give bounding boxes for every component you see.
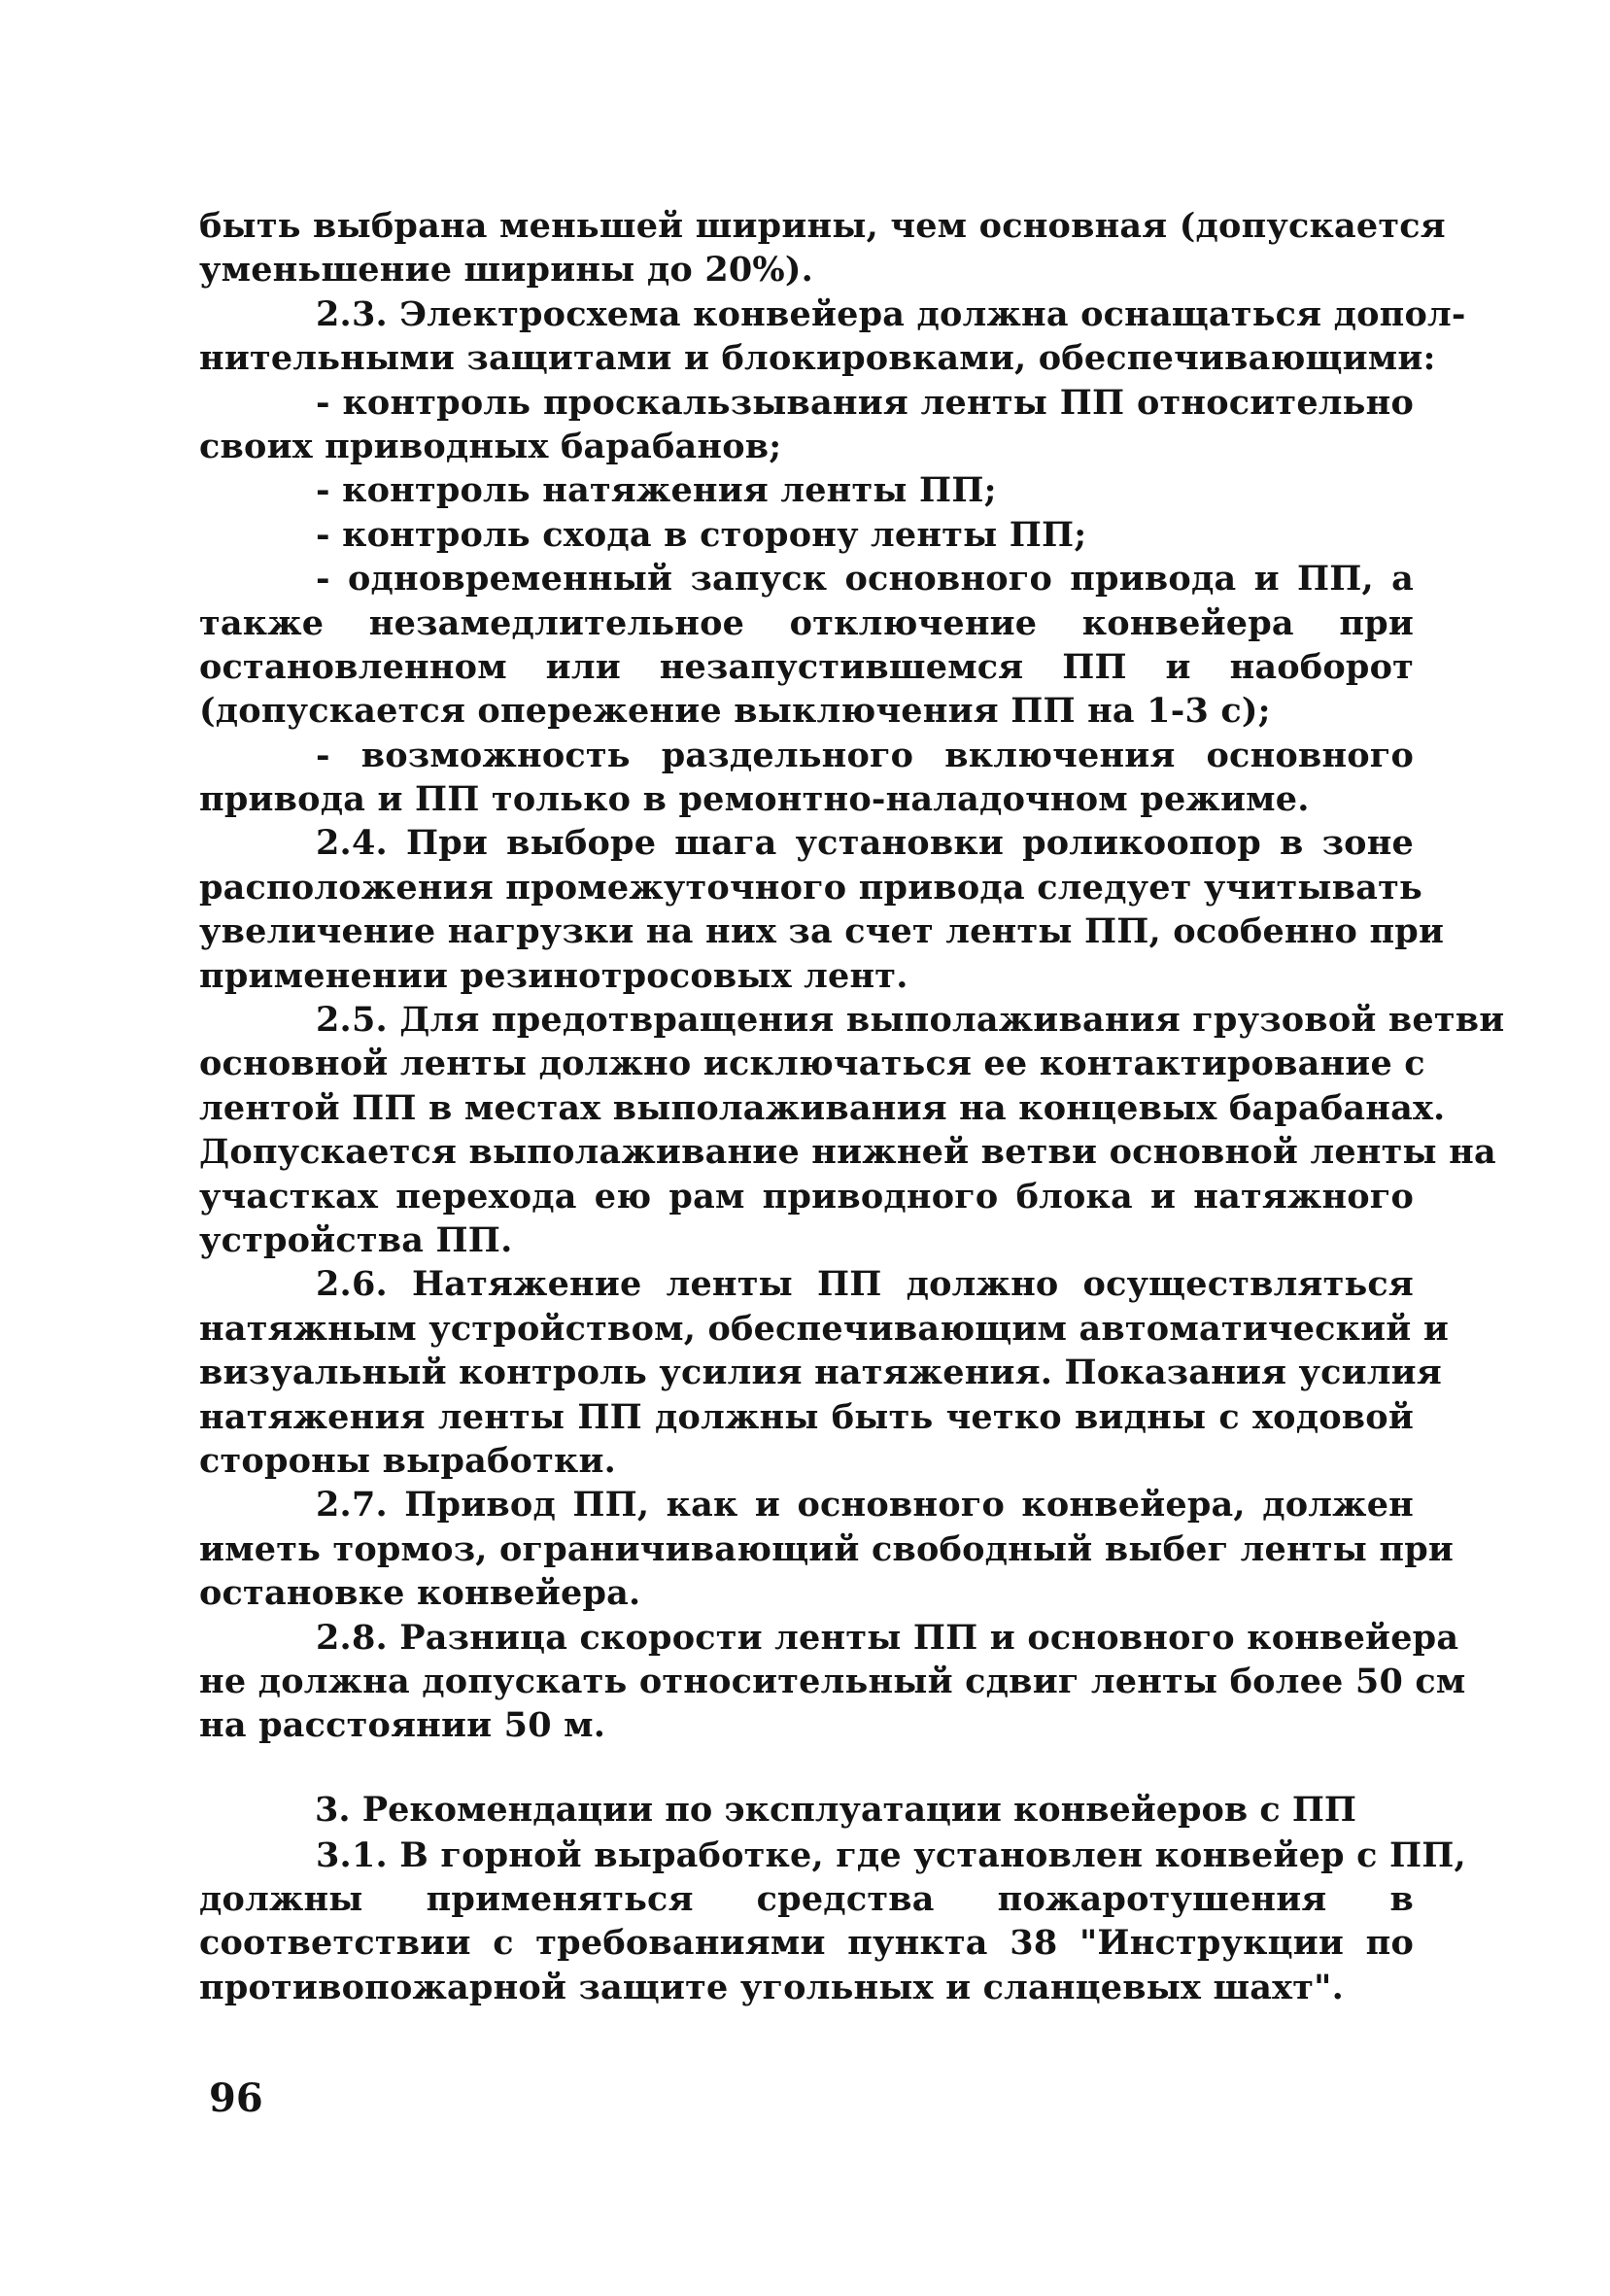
text-line: противопожарной защите угольных и сланцевых шахт". (199, 1967, 1344, 2007)
text-line: - контроль схода в сторону ленты ПП; (316, 514, 1087, 555)
text-line: натяжным устройством, обеспечивающим автоматический и (199, 1308, 1450, 1349)
page-text (199, 204, 1505, 2009)
text-line: 2.3. Электросхема конвейера должна оснащаться допол- (316, 293, 1466, 334)
text-line: остановленном или незапустившемся ПП и наоборот (199, 646, 1414, 687)
text-line: не должна допускать относительный сдвиг ленты более 50 см (199, 1661, 1466, 1701)
text-line: 2.5. Для предотвращения выполаживания грузовой ветви (316, 1000, 1505, 1041)
text-line: увеличение нагрузки на них за счет ленты ПП, особенно при (199, 911, 1445, 952)
text-line: Допускается выполаживание нижней ветви основной ленты на (199, 1132, 1496, 1173)
text-line: нительными защитами и блокировками, обеспечивающими: (199, 338, 1436, 379)
text-line: лентой ПП в местах выполаживания на концевых барабанах. (199, 1087, 1446, 1128)
text-line: - возможность раздельного включения основного (316, 735, 1414, 775)
text-line: уменьшение ширины до 20%). (199, 250, 814, 291)
text-line: 2.6. Натяжение ленты ПП должно осуществляться (316, 1264, 1414, 1305)
heading-gap (199, 1748, 1414, 1787)
text-line: иметь тормоз, ограничивающий свободный выбег ленты при (199, 1528, 1455, 1569)
text-line: основной ленты должно исключаться ее контактирование с (199, 1044, 1425, 1084)
text-line: натяжения ленты ПП должны быть четко видны с ходовой (199, 1396, 1414, 1437)
text-line: стороны выработки. (199, 1440, 617, 1481)
body-text-before-heading (199, 204, 1505, 1748)
text-line: участках перехода ею рам приводного блока и натяжного (199, 1176, 1414, 1217)
page-number: 96 (209, 2075, 263, 2121)
text-line: 2.4. При выборе шага установки роликоопор в зоне (316, 823, 1414, 864)
text-line: - контроль натяжения ленты ПП; (316, 470, 997, 511)
text-line: устройства ПП. (199, 1219, 513, 1260)
text-line: визуальный контроль усилия натяжения. Показания усилия (199, 1353, 1442, 1393)
text-line: - контроль проскальзывания ленты ПП относительно (316, 382, 1414, 423)
text-line: 2.8. Разница скорости ленты ПП и основного конвейера (316, 1617, 1459, 1658)
text-line: на расстоянии 50 м. (199, 1705, 606, 1746)
text-line: быть выбрана меньшей ширины, чем основная (допускается (199, 206, 1446, 246)
text-line: своих приводных барабанов; (199, 426, 782, 466)
text-line: также незамедлительное отключение конвейера при (199, 602, 1414, 643)
text-line: расположения промежуточного привода следует учитывать (199, 867, 1422, 908)
text-line: привода и ПП только в ремонтно-наладочном режиме. (199, 779, 1310, 820)
text-line: применении резинотросовых лент. (199, 955, 908, 996)
text-line: 3.1. В горной выработке, где установлен конвейер с ПП, (316, 1834, 1466, 1875)
section-heading: 3. Рекомендации по эксплуатации конвейеров с ПП (315, 1789, 1356, 1830)
text-line: должны применяться средства пожаротушения в (199, 1879, 1414, 1920)
body-text-after-heading (199, 1833, 1466, 2010)
text-line: остановке конвейера. (199, 1573, 641, 1614)
text-line: (допускается опережение выключения ПП на 1-3 с); (199, 691, 1271, 732)
text-line: 2.7. Привод ПП, как и основного конвейера, должен (316, 1485, 1414, 1525)
text-line: соответствии с требованиями пункта 38 "Инструкции по (199, 1923, 1414, 1964)
text-line: - одновременный запуск основного привода и ПП, а (316, 559, 1414, 600)
